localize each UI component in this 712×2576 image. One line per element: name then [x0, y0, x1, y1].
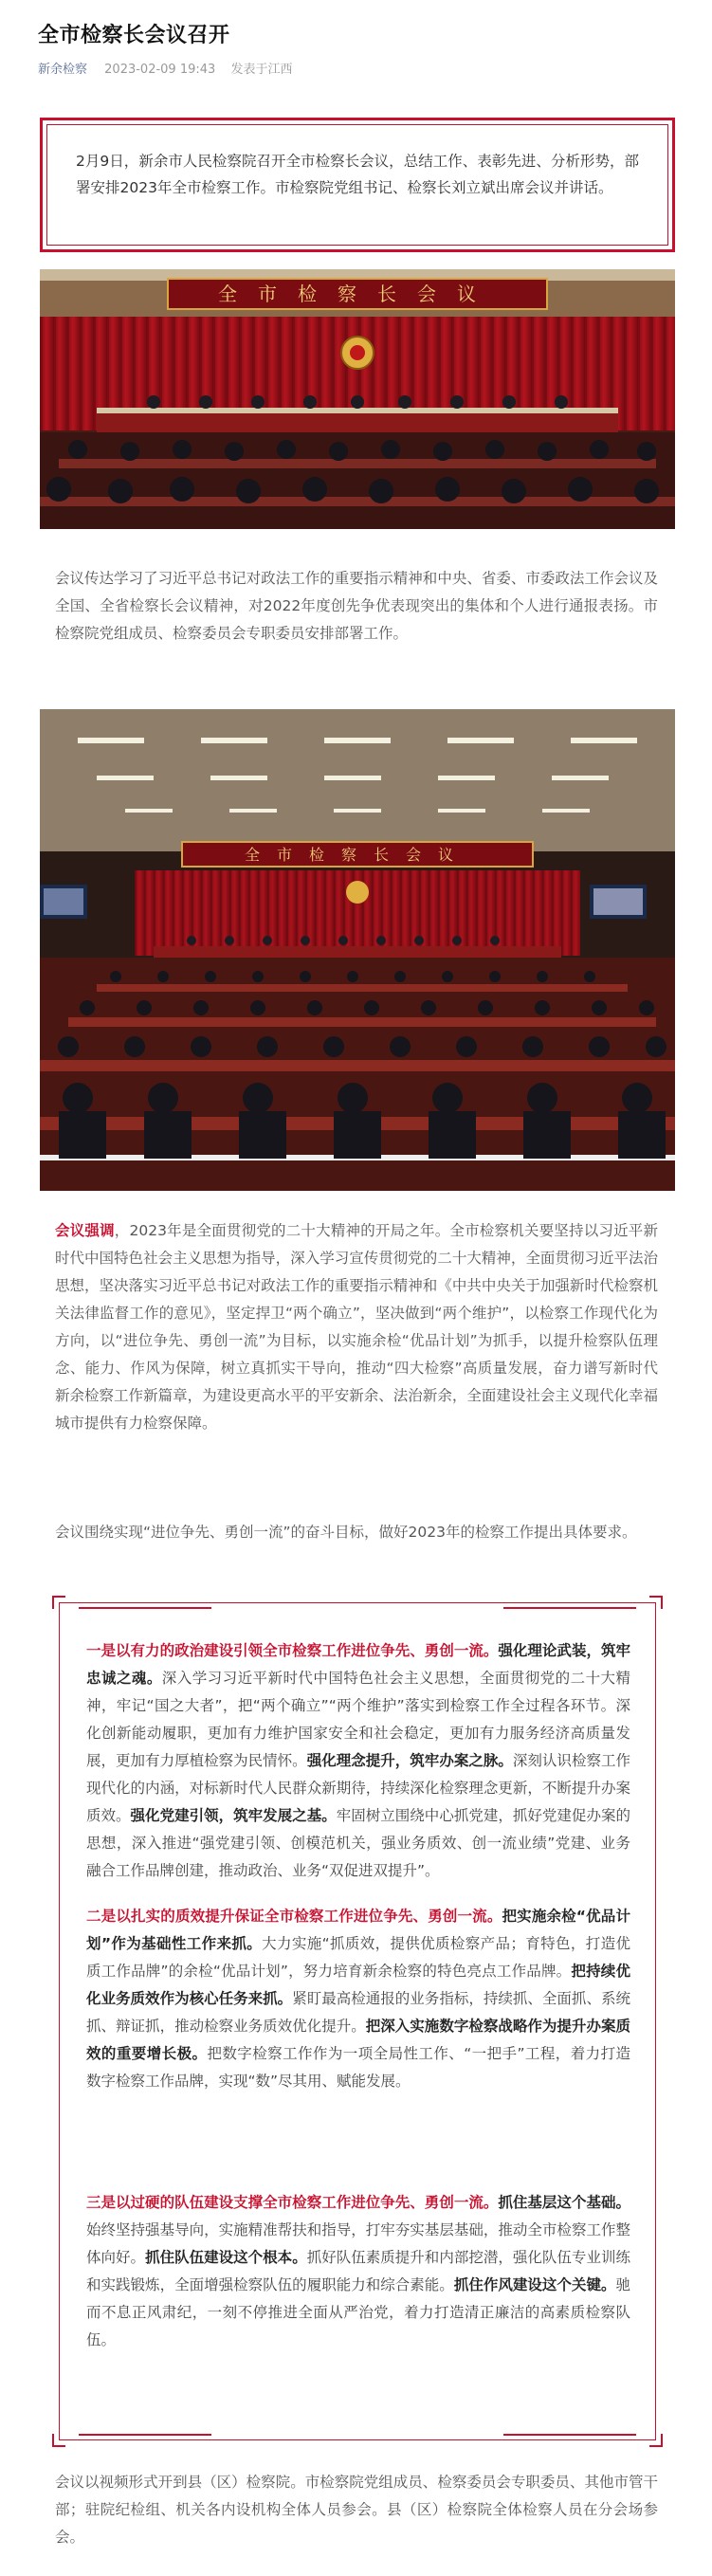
emphasis-lead: 会议强调 — [55, 1222, 115, 1239]
publish-date: 2023-02-09 19:43 — [104, 63, 216, 77]
section-1-text-3: 牢固树立围绕中心抓党建，抓好党建促办案的思想，深入推进“强党建引领、创模范机关，强业务质效、创一流业绩”党建、业务融合工作品牌创建，推动政治、业务“双促进双提升”。 — [86, 1807, 630, 1879]
frame-corner-bl — [52, 2434, 65, 2447]
section-3-bold-3: 抓住作风建设这个关键。 — [453, 2276, 616, 2293]
requirement-section-1 — [86, 1637, 630, 1885]
account-name-link[interactable]: 新余检察 — [38, 63, 88, 77]
frame-corner-tr — [649, 1596, 663, 1609]
meeting-photo-front-image — [40, 269, 675, 529]
section-2-bold-3: 把深入实施数字检察战略作为提升办案质效的重要增长极。 — [86, 2018, 630, 2062]
section-1-bold-1: 强化理论武装，筑牢忠诚之魂。 — [86, 1642, 630, 1687]
frame-rule-top-right — [503, 1607, 636, 1609]
section-3-text-2: 抓好队伍素质提升和内部挖潜，强化队伍专业训练和实践锻炼，全面增强检察队伍的履职能力和综合素能。 — [86, 2249, 630, 2293]
requirement-section-3 — [86, 2189, 630, 2354]
article-meta — [38, 59, 292, 77]
court-emblem-icon-2 — [346, 881, 369, 904]
section-2-text-1: 大力实施“抓质效，提供优质检察产品；育特色，打造优质工作品牌”的余检“优品计划”，努力培育新余检察的特色亮点工作品牌。 — [86, 1935, 630, 1980]
frame-rule-bottom-right — [503, 2434, 636, 2436]
article-title: 全市检察长会议召开 — [38, 24, 230, 47]
section-3-text-1: 始终坚持强基导向，实施精准帮扶和指导，打牢夯实基层基础，推动全市检察工作整体向好。 — [86, 2221, 630, 2266]
section-2-bold-1: 把实施余检“优品计划”作为基础性工作来抓。 — [86, 1908, 630, 1952]
paragraph-meeting-content: 会议传达学习了习近平总书记对政法工作的重要指示精神和中央、省委、市委政法工作会议及全国、全省检察长会议精神，对2022年度创先争优表现突出的集体和个人进行通报表扬。市检察院党组成员、检察委员会专职委员安排部署工作。 — [55, 570, 658, 642]
emphasis-body: ，2023年是全面贯彻党的二十大精神的开局之年。全市检察机关要坚持以习近平新时代中国特色社会主义思想为指导，深入学习宣传贯彻党的二十大精神，全面贯彻习近平法治思想，坚决落实习近平总书记对政法工作的重要指示精神和《中共中央关于加强新时代检察机关法律监督工作的意见》，坚定捍卫“两个确立”，坚决做到“两个维护”，以检察工作现代化为方向，以“进位争先、勇创一流”为目标，以实施余检“优品计划”为抓手，以提升检察队伍理念、能力、作风为保障，树立真抓实干导向，推动“四大检察”高质量发展，奋力谱写新时代新余检察工作新篇章，为建设更高水平的平安新余、法治新余，全面建设社会主义现代化幸福城市提供有力检察保障。 — [55, 1222, 658, 1432]
paragraph-requirements-intro: 会议围绕实现“进位争先、勇创一流”的奋斗目标，做好2023年的检察工作提出具体要求。 — [55, 1524, 637, 1541]
frame-corner-br — [649, 2434, 663, 2447]
section-1-text-2: 深刻认识检察工作现代化的内涵，对标新时代人民群众新期待，持续深化检察理念更新，不断提升办案质效。 — [86, 1752, 630, 1824]
paragraph-attendance: 会议以视频形式开到县（区）检察院。市检察院党组成员、检察委员会专职委员、其他市管干部；驻院纪检组、机关各内设机构全体人员参会。县（区）检察院全体检察人员在分会场参会。 — [55, 2474, 658, 2546]
section-1-bold-2: 强化理念提升，筑牢办案之脉。 — [306, 1752, 513, 1769]
banner-text: 全市检察长会议 — [218, 283, 497, 305]
section-2-text-3: 把数字检察工作作为一项全局性工作、“一把手”工程，着力打造数字检察工作品牌，实现“数”尽其用、赋能发展。 — [86, 2045, 630, 2090]
section-3-heading: 三是以过硬的队伍建设支撑全市检察工作进位争先、勇创一流。 — [86, 2194, 499, 2211]
section-3-bold-2: 抓住队伍建设这个根本。 — [145, 2249, 307, 2266]
section-1-heading: 一是以有力的政治建设引领全市检察工作进位争先、勇创一流。 — [86, 1642, 499, 1659]
section-3-text-3: 驰而不息正风肃纪，一刻不停推进全面从严治党，着力打造清正廉洁的高素质检察队伍。 — [86, 2276, 630, 2348]
lead-summary-box — [40, 118, 675, 252]
frame-rule-top-left — [79, 1607, 211, 1609]
section-3-bold-1: 抓住基层这个基础。 — [498, 2194, 630, 2211]
banner-text-2: 全市检察长会议 — [244, 846, 471, 864]
meeting-photo-wide[interactable] — [40, 709, 675, 1191]
meeting-photo-wide-image — [40, 709, 675, 1191]
meeting-photo-front[interactable] — [40, 269, 675, 529]
section-2-heading: 二是以扎实的质效提升保证全市检察工作进位争先、勇创一流。 — [86, 1908, 502, 1925]
frame-rule-bottom-left — [79, 2434, 211, 2436]
section-2-bold-2: 把持续优化业务质效作为核心任务来抓。 — [86, 1963, 630, 2007]
requirements-frame — [59, 1602, 656, 2440]
paragraph-meeting-emphasis — [55, 1217, 658, 1437]
section-2-text-2: 紧盯最高检通报的业务指标，持续抓、全面抓、系统抓、辩证抓，推动检察业务质效优化提升。 — [86, 1990, 630, 2035]
requirement-section-2 — [86, 1903, 630, 2095]
publish-location: 发表于江西 — [230, 63, 293, 77]
frame-corner-tl — [52, 1596, 65, 1609]
section-1-text-1: 深入学习习近平新时代中国特色社会主义思想，全面贯彻党的二十大精神，牢记“国之大者”，把“两个确立”“两个维护”落实到检察工作全过程各环节。深化创新能动履职，更加有力维护国家安全和社会稳定，更加有力服务经济高质量发展，更加有力厚植检察为民情怀。 — [86, 1670, 630, 1769]
section-1-bold-3: 强化党建引领，筑牢发展之基。 — [130, 1807, 337, 1824]
lead-summary-text: 2月9日，新余市人民检察院召开全市检察长会议，总结工作、表彰先进、分析形势，部署安排2023年全市检察工作。市检察院党组书记、检察长刘立斌出席会议并讲话。 — [46, 124, 668, 246]
